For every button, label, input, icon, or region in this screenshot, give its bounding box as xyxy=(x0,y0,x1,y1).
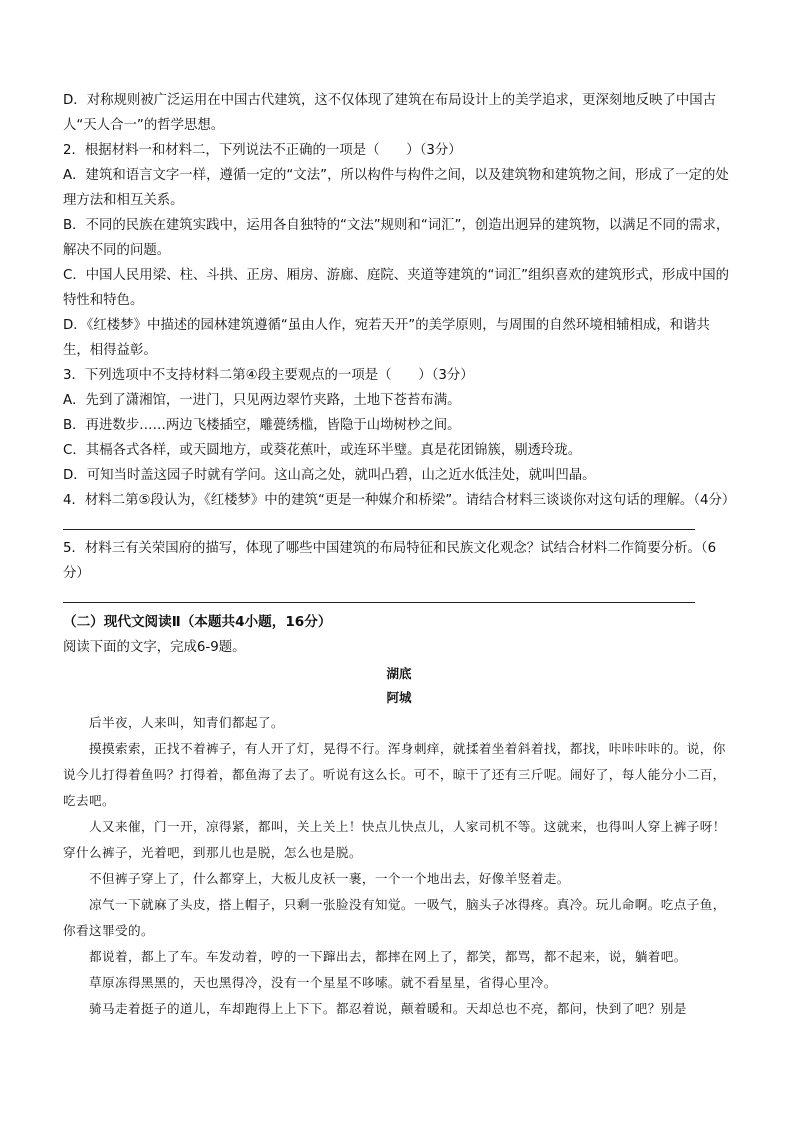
story-paragraph: 骑马走着挺子的道儿，车却跑得上上下下。都忍着说，颠着暖和。天却总也不亮，都问，快到了吧？别是 xyxy=(89,1001,687,1016)
q2-option-d: D．《红楼梦》中描述的园林建筑遵循“虽由人作，宛若天开”的美学原则，与周围的自然环境相辅相成，和谐共生，相得益彰。 xyxy=(63,318,710,358)
q3-option-b: B．再进数步……两边飞楼插空，雕甍绣槛，皆隐于山坳树杪之间。 xyxy=(63,418,461,433)
q1-option-d: D．对称规则被广泛运用在中国古代建筑，这不仅体现了建筑在布局设计上的美学追求，更深刻地反映了中国古人“天人合一”的哲学思想。 xyxy=(63,93,717,133)
q2-option-b: B．不同的民族在建筑实践中，运用各自独特的“文法”规则和“词汇”，创造出迥异的建筑物，以满足不同的需求，解决不同的问题。 xyxy=(63,218,730,258)
q2-option-a: A．建筑和语言文字一样，遵循一定的“文法”，所以构件与构件之间，以及建筑物和建筑物之间，形成了一定的处理方法和相互关系。 xyxy=(63,168,729,208)
story-paragraph: 草原冻得黑黑的，天也黑得冷，没有一个星星不哆嗦。就不看星星，省得心里冷。 xyxy=(89,975,557,990)
story-paragraph: 人又来催，门一开，凉得紧，都叫，关上关上！快点儿快点儿，人家司机不等。这就来，也得叫人穿上裤子呀！穿什么裤子，光着吧，到那儿也是脱，怎么也是脱。 xyxy=(63,819,726,860)
q2-stem: 2．根据材料一和材料二，下列说法不正确的一项是（ ）（3分） xyxy=(63,143,462,158)
exam-page xyxy=(63,88,735,1022)
story-paragraph: 都说着，都上了车。车发动着，哼的一下蹿出去，都摔在网上了，都笑，都骂，都不起来，说，躺着吧。 xyxy=(89,949,687,964)
story-author: 阿城 xyxy=(386,690,412,705)
q3-stem: 3．下列选项中不支持材料二第④段主要观点的一项是（ ）（3分） xyxy=(63,368,474,383)
story-title: 湖底 xyxy=(386,666,412,681)
q4-stem: 4．材料二第⑤段认为，《红楼梦》中的建筑“更是一种媒介和桥梁”。请结合材料三谈谈你对这句话的理解。（4分） xyxy=(63,493,736,508)
story-paragraph: 后半夜，人来叫，知青们都起了。 xyxy=(89,715,284,730)
story-paragraph: 不但裤子穿上了，什么都穿上，大板儿皮袄一裹，一个一个地出去，好像羊竖着走。 xyxy=(89,871,570,886)
q3-option-a: A．先到了潇湘馆，一进门，只见两边翠竹夹路，土地下苍苔布满。 xyxy=(63,393,461,408)
q5-stem: 5．材料三有关荣国府的描写，体现了哪些中国建筑的布局特征和民族文化观念？试结合材料二作简要分析。（6分） xyxy=(63,541,717,581)
story-paragraph: 凉气一下就麻了头皮，搭上帽子，只剩一张脸没有知觉。一吸气，脑头子冰得疼。真冷。玩儿命啊。吃点子鱼，你看这罪受的。 xyxy=(63,897,726,938)
q5-answer-line[interactable] xyxy=(63,592,695,603)
story-paragraph: 摸摸索索，正找不着裤子，有人开了灯，晃得不行。浑身刺痒，就揉着坐着斜着找，都找，咔咔咔咔的。说，你说今儿打得着鱼吗？打得着，都鱼海了去了。听说有这么长。可不，晾干了还有三斤呢。闹好了，每人能分小二百，吃去吧。 xyxy=(63,741,726,808)
q3-option-c: C．其槅各式各样，或天圆地方，或葵花蕉叶，或连环半璧。真是花团锦簇，剔透玲珑。 xyxy=(63,443,582,458)
section-2-title: （二）现代文阅读Ⅱ（本题共4小题，16分） xyxy=(63,614,332,630)
q2-option-c: C．中国人民用梁、柱、斗拱、正房、厢房、游廊、庭院、夹道等建筑的“词汇”组织喜欢的建筑形式，形成中国的特性和特色。 xyxy=(63,268,729,308)
q4-answer-line[interactable] xyxy=(63,519,695,530)
q3-option-d: D．可知当时盖这园子时就有学问。这山高之处，就叫凸碧，山之近水低洼处，就叫凹晶。 xyxy=(63,468,596,483)
section-2-instruction: 阅读下面的文字，完成6-9题。 xyxy=(63,640,246,655)
